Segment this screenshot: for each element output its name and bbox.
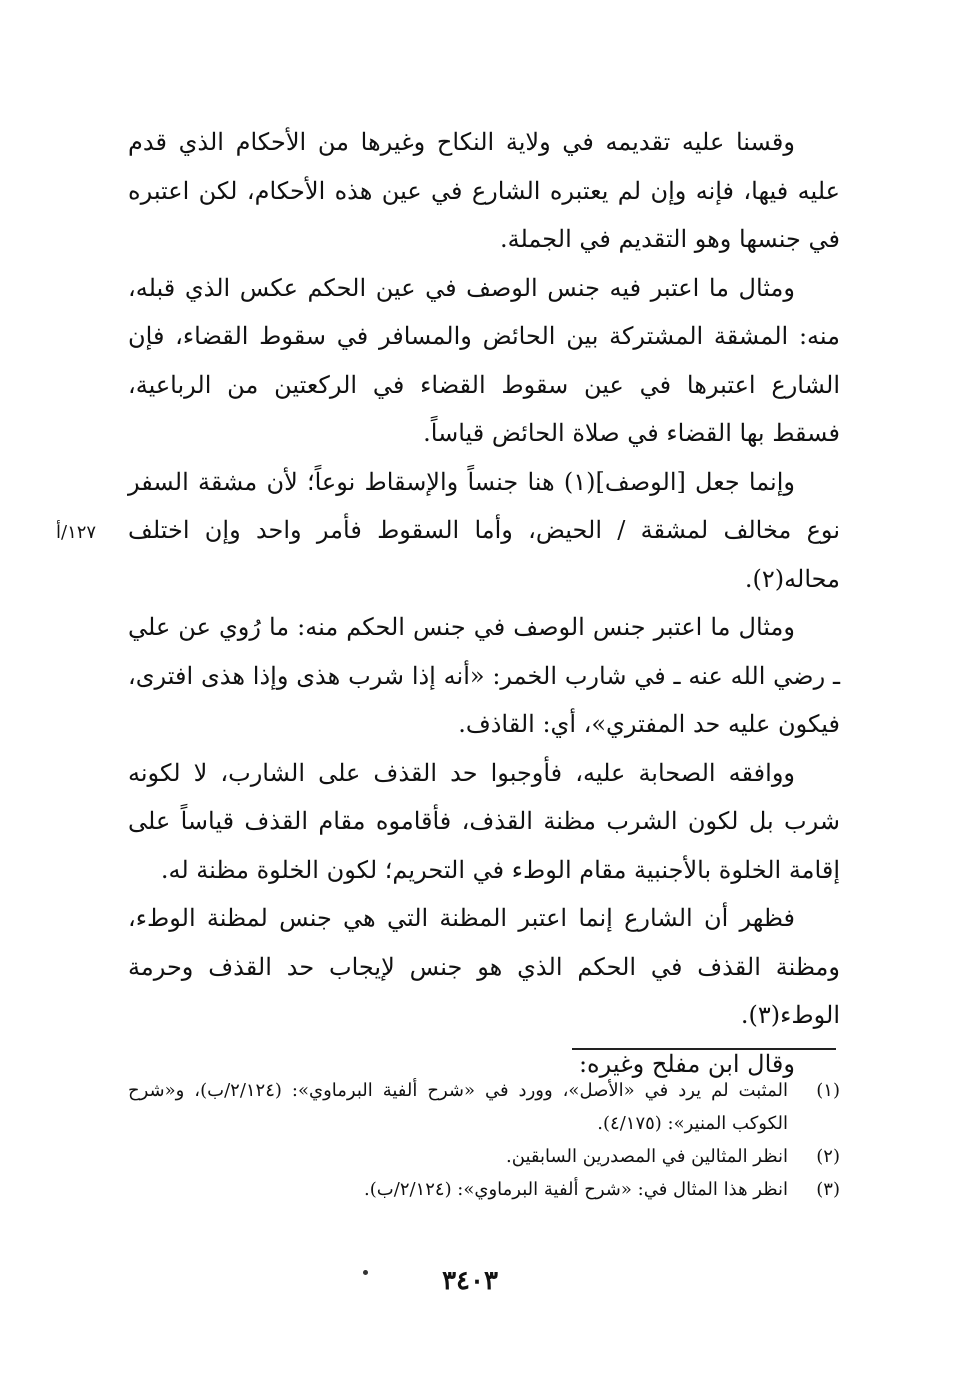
page-number: ٣٤٠٣ [442,1266,498,1296]
margin-folio-note: ١٢٧/أ [56,522,97,543]
footnote-text: انظر هذا المثال في: «شرح ألفية البرماوي»: (٢/١٢٤/ب). [364,1179,788,1200]
paragraph-1: وقسنا عليه تقديمه في ولاية النكاح وغيرها من الأحكام الذي قدم عليه فيها، فإنه وإن لم يعتبره الشارع في عين هذه الأحكام، لكن اعتبره في جنسها وهو التقديم في الجملة. [128,128,840,253]
paragraph-2: ومثال ما اعتبر فيه جنس الوصف في عين الحكم عكس الذي قبله، منه: المشقة المشتركة بين الحائض والمسافر في سقوط القضاء، فإن الشارع اعتبرها في عين سقوط القضاء في الركعتين من الرباعية، فسقط بها القضاء في صلاة الحائض قياساً. [128,273,840,447]
footnote-text: انظر المثالين في المصدرين السابقين. [506,1146,788,1167]
paragraph-5: ووافقه الصحابة عليه، فأوجبوا حد القذف على الشارب، لا لكونه شرب بل لكون الشرب مظنة القذف، فأقاموه مقام القذف قياساً على إقامة الخلوة بالأجنبية مقام الوطء في التحريم؛ لكون الخلوة مظنة له. [128,758,840,884]
footnote-number: (٢) [816,1146,840,1167]
footnote-number: (٣) [816,1179,840,1200]
footnote-separator [572,1048,836,1050]
footnote [128,1173,840,1206]
paragraph-3: وإنما جعل [الوصف](١) هنا جنساً والإسقاط نوعاً؛ لأن مشقة السفر نوع مخالف لمشقة / الحيض، وأما السقوط فأمر واحد وإن اختلف محاله(٢). [128,467,840,593]
footnote-text: المثبت لم يرد في «الأصل»، وورد في «شرح ألفية البرماوي»: (٢/١٢٤/ب)، و«شرح الكوكب المنير»: (٤/١٧٥). [128,1080,788,1134]
paragraph-7: وقال ابن مفلح وغيره: [578,1049,795,1078]
decorative-dot [363,1270,368,1275]
body-text [128,118,840,1088]
footnotes [128,1074,840,1206]
paragraph-6: فظهر أن الشارع إنما اعتبر المظنة التي هي جنس لمظنة الوطء، ومظنة القذف في الحكم الذي هو جنس لإيجاب حد القذف وحرمة الوطء(٣). [128,904,840,1029]
footnote [128,1074,840,1140]
paragraph-4: ومثال ما اعتبر جنس الوصف في جنس الحكم منه: ما رُوي عن علي ـ رضي الله عنه ـ في شارب الخمر: «أنه إذا شرب هذى وإذا هذى افترى، فيكون عليه حد المفتري»، أي: القاذف. [128,613,840,738]
footnote-number: (١) [816,1080,840,1101]
footnote [128,1140,840,1173]
